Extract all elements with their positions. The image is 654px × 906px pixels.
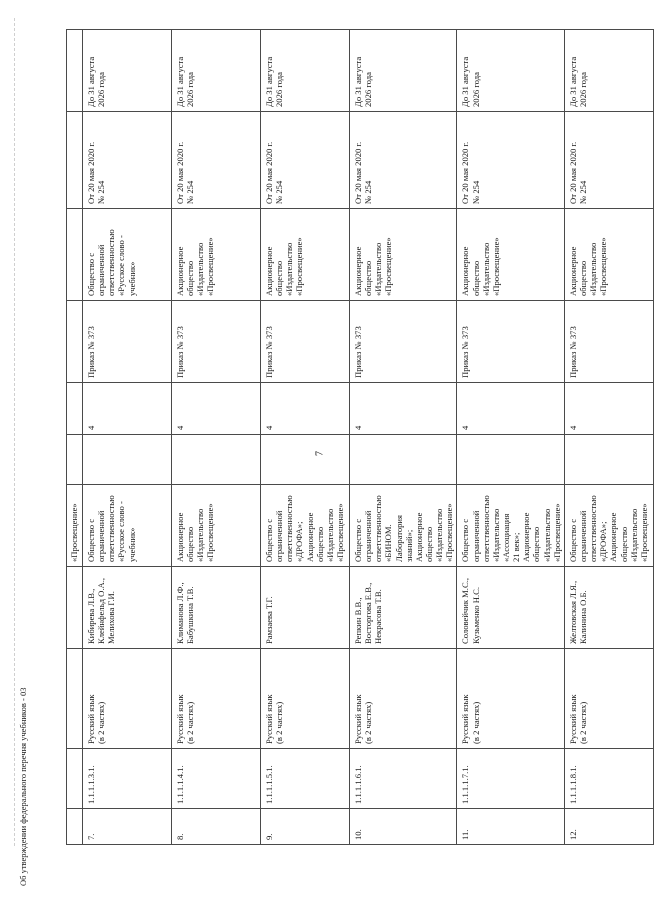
cell-grade: 4 [457,383,564,435]
cell-standard-order: Приказ № 373 [172,301,261,383]
cell-publisher: Общество с ограниченной ответственностью «БИНОМ. Лаборатория знаний»; Акционерное общество «Издательство «Просвещение» [350,485,457,567]
cell-publisher: Общество с ограниченной ответственностью «ДРОФА»; Акционерное общество «Издательство «Просвещение» [564,485,653,567]
footer-note: Об утверждении федерального перечня учебников - 03 [18,687,28,886]
table-row [261,30,350,845]
cell-validity-period: До 31 августа 2026 года [261,30,350,112]
table-row [172,30,261,845]
cell-empty [67,112,83,209]
table-row [564,30,653,845]
cell-authors: Соловейчик М.С., Кузьменко Н.С. [457,567,564,649]
cell-row-number: 11. [457,809,564,845]
cell-textbook-code: 1.1.1.1.8.1. [564,749,653,809]
cell-textbook-code: 1.1.1.1.5.1. [261,749,350,809]
cell-rights-holder: Акционерное общество «Издательство «Просвещение» [261,209,350,301]
cell-row-number: 7. [83,809,172,845]
cell-standard-order: Приказ № 373 [261,301,350,383]
cell-empty [67,749,83,809]
cell-row-number: 10. [350,809,457,845]
textbook-table [66,29,654,845]
cell-grade: 4 [261,383,350,435]
cell-authors: Желтовская Л.Я., Калинина О.Б. [564,567,653,649]
cell-publisher: Общество с ограниченной ответственностью «ДРОФА»; Акционерное общество «Издательство «Просвещение» [261,485,350,567]
cell-standard-order: Приказ № 373 [350,301,457,383]
cell-authors: Кибирева Л.В., Клейнфельд О.А., Мелихова Г.И. [83,567,172,649]
cell-rights-holder: Акционерное общество «Издательство «Просвещение» [172,209,261,301]
cell-textbook-code: 1.1.1.1.6.1. [350,749,457,809]
cell-empty [67,209,83,301]
cell-authors: Климанова Л.Ф., Бабушкина Т.В. [172,567,261,649]
cell-publisher: Общество с ограниченной ответственностью «Русское слово - учебник» [83,485,172,567]
table-body [67,30,654,845]
cell-empty [67,30,83,112]
cell-standard-order: Приказ № 373 [564,301,653,383]
cell-authors: Рамзаева Т.Г. [261,567,350,649]
cell-validity-period: До 31 августа 2026 года [564,30,653,112]
cell-inclusion-order: От 20 мая 2020 г. № 254 [261,112,350,209]
cell-validity-period: До 31 августа 2026 года [350,30,457,112]
cell-textbook-code: 1.1.1.1.4.1. [172,749,261,809]
cell-inclusion-order: От 20 мая 2020 г. № 254 [172,112,261,209]
cell-note [457,435,564,485]
cell-empty [67,567,83,649]
cell-textbook-title: Русский язык (в 2 частях) [261,649,350,749]
cell-note [350,435,457,485]
cell-note [83,435,172,485]
continuation-row [67,30,83,845]
cell-inclusion-order: От 20 мая 2020 г. № 254 [83,112,172,209]
cell-row-number: 12. [564,809,653,845]
cell-textbook-code: 1.1.1.1.7.1. [457,749,564,809]
cell-grade: 4 [172,383,261,435]
cell-textbook-title: Русский язык (в 2 частях) [172,649,261,749]
table-row [457,30,564,845]
page-number: 7 [314,451,326,456]
cell-authors: Репкин В.В., Восторгова Е.В., Некрасова Т.В. [350,567,457,649]
cell-standard-order: Приказ № 373 [457,301,564,383]
textbook-list-page [66,30,649,845]
cell-note [172,435,261,485]
cell-textbook-title: Русский язык (в 2 частях) [564,649,653,749]
cell-validity-period: До 31 августа 2026 года [457,30,564,112]
cell-grade: 4 [350,383,457,435]
cell-standard-order: Приказ № 373 [83,301,172,383]
cell-note [261,435,350,485]
table-row [350,30,457,845]
cell-textbook-code: 1.1.1.1.3.1. [83,749,172,809]
table-row [83,30,172,845]
cell-empty [67,383,83,435]
cell-inclusion-order: От 20 мая 2020 г. № 254 [457,112,564,209]
cell-inclusion-order: От 20 мая 2020 г. № 254 [564,112,653,209]
continuation-publisher: «Просвещение» [67,485,83,567]
cell-row-number: 8. [172,809,261,845]
cell-empty [67,435,83,485]
cell-validity-period: До 31 августа 2026 года [83,30,172,112]
cell-empty [67,809,83,845]
cell-note [564,435,653,485]
cell-rights-holder: Акционерное общество «Издательство «Просвещение» [350,209,457,301]
cell-validity-period: До 31 августа 2026 года [172,30,261,112]
cell-rights-holder: Общество с ограниченной ответственностью «Русское слово - учебник» [83,209,172,301]
cell-publisher: Акционерное общество «Издательство «Просвещение» [172,485,261,567]
cell-grade: 4 [564,383,653,435]
cell-textbook-title: Русский язык (в 2 частях) [83,649,172,749]
cell-rights-holder: Акционерное общество «Издательство «Просвещение» [564,209,653,301]
cell-textbook-title: Русский язык (в 2 частях) [457,649,564,749]
cell-empty [67,301,83,383]
cell-rights-holder: Акционерное общество «Издательство «Просвещение» [457,209,564,301]
cell-publisher: Общество с ограниченной ответственностью «Издательство «Ассоциация 21 век»; Акционерное общество «Издательство «Просвещение» [457,485,564,567]
cell-grade: 4 [83,383,172,435]
cell-row-number: 9. [261,809,350,845]
cell-empty [67,649,83,749]
cell-textbook-title: Русский язык (в 2 частях) [350,649,457,749]
cell-inclusion-order: От 20 мая 2020 г. № 254 [350,112,457,209]
scan-edge-line [14,18,15,846]
